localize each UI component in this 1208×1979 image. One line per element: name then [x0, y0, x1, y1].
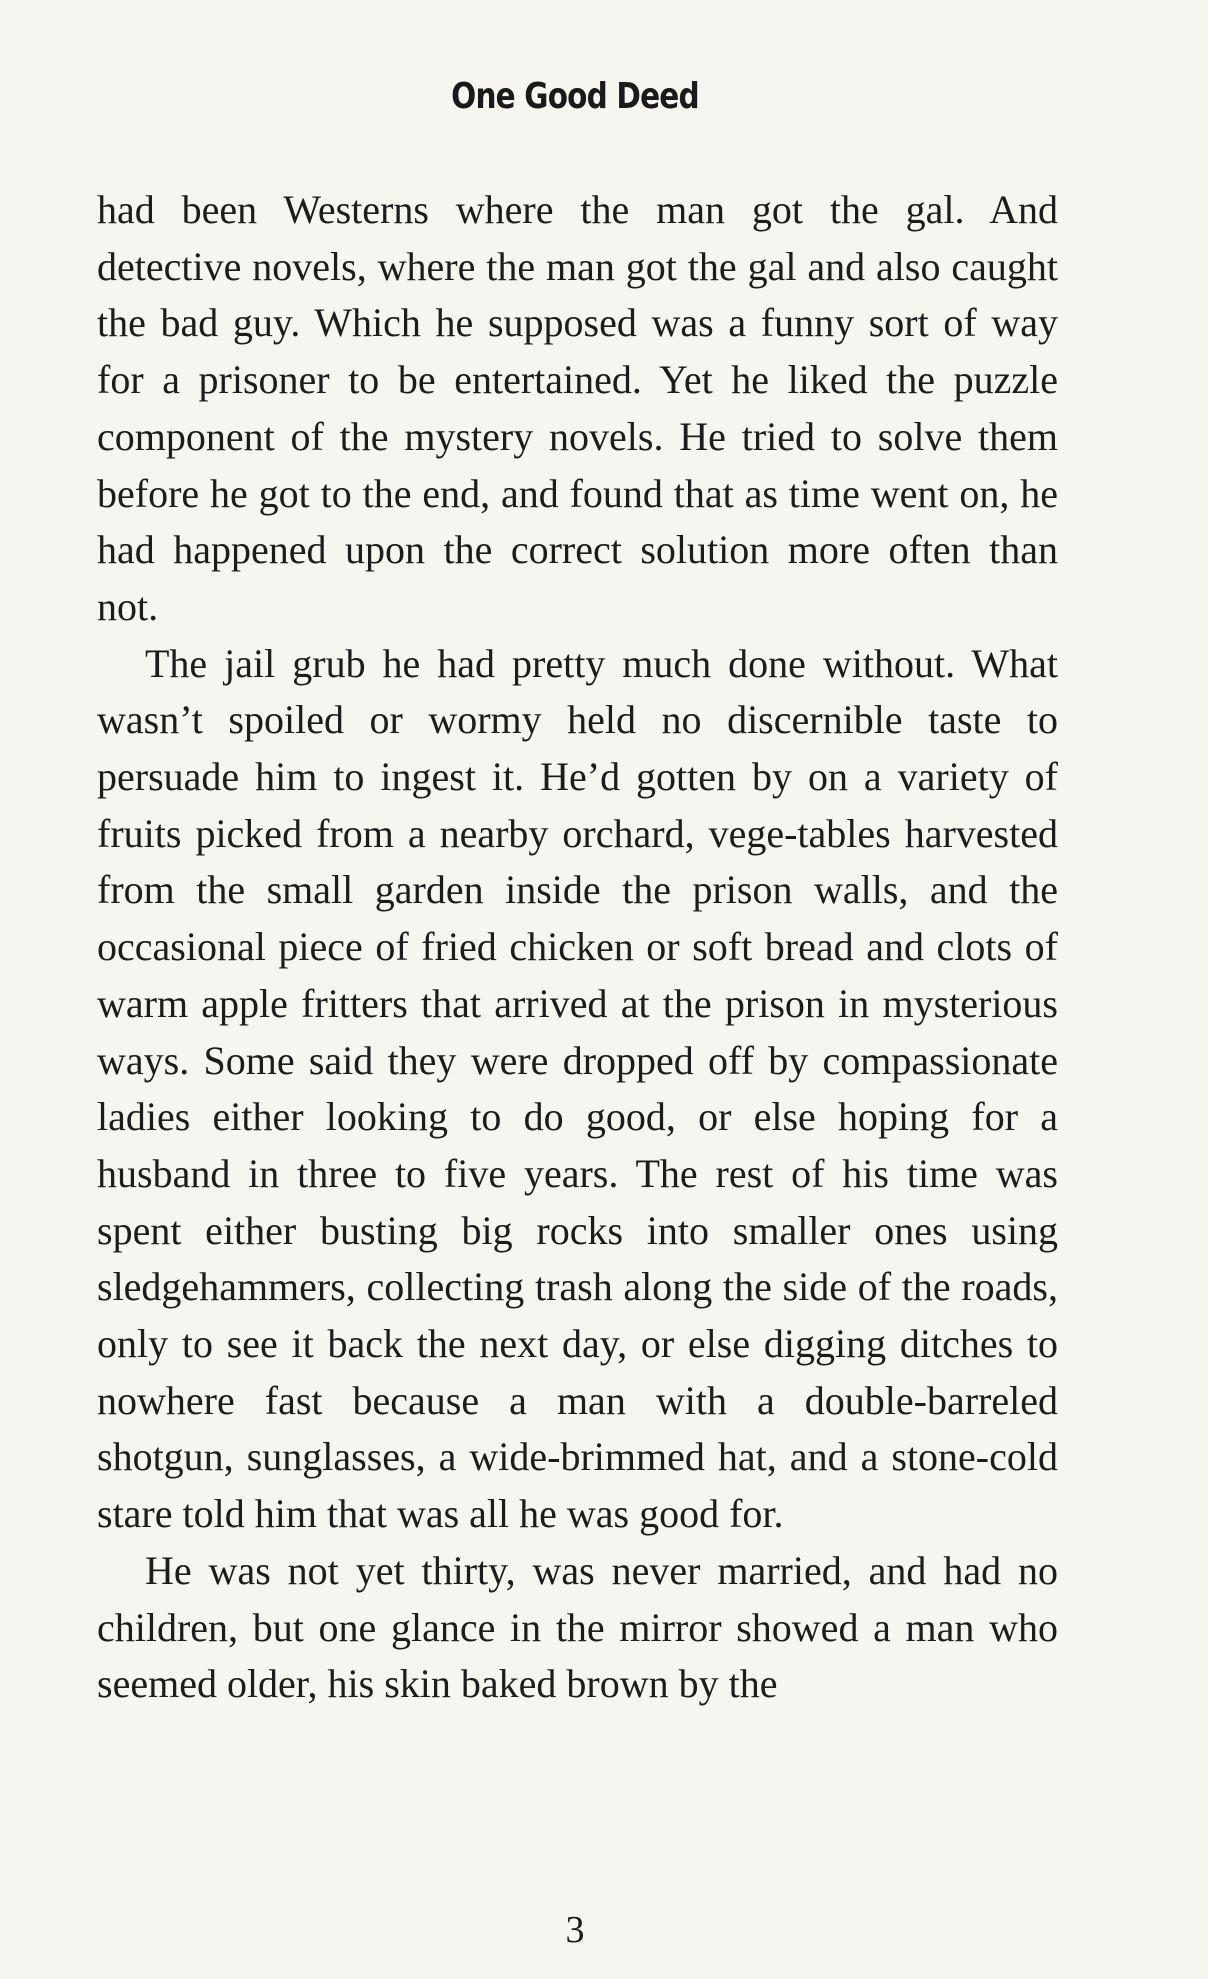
page-number: 3	[565, 1909, 585, 1951]
body-text	[97, 182, 1058, 1713]
paragraph: The jail grub he had pretty much done without. What wasn’t spoiled or wormy held no discernible taste to persuade him to ingest it. He’d gotten by on a variety of fruits picked from a nearby orchard, vege-tables harvested from the small garden inside the prison walls, and the occasional piece of fried chicken or soft bread and clots of warm apple fritters that arrived at the prison in mysterious ways. Some said they were dropped off by compassionate ladies either looking to do good, or else hoping for a husband in three to five years. The rest of his time was spent either busting big rocks into smaller ones using sledgehammers, collecting trash along the side of the roads, only to see it back the next day, or else digging ditches to nowhere fast because a man with a double-barreled shotgun, sunglasses, a wide-brimmed hat, and a stone-cold stare told him that was all he was good for.	[97, 640, 1058, 1537]
paragraph: He was not yet thirty, was never married, and had no children, but one glance in the mirror showed a man who seemed older, his skin baked brown by the	[97, 1547, 1058, 1707]
paragraph-continued: had been Westerns where the man got the gal. And detective novels, where the man got the gal and also caught the bad guy. Which he supposed was a funny sort of way for a prisoner to be entertained. Yet he liked the puzzle component of the mystery novels. He tried to solve them before he got to the end, and found that as time went on, he had happened upon the correct solution more often than not.	[97, 187, 1058, 629]
running-head-title: One Good Deed	[451, 76, 699, 117]
